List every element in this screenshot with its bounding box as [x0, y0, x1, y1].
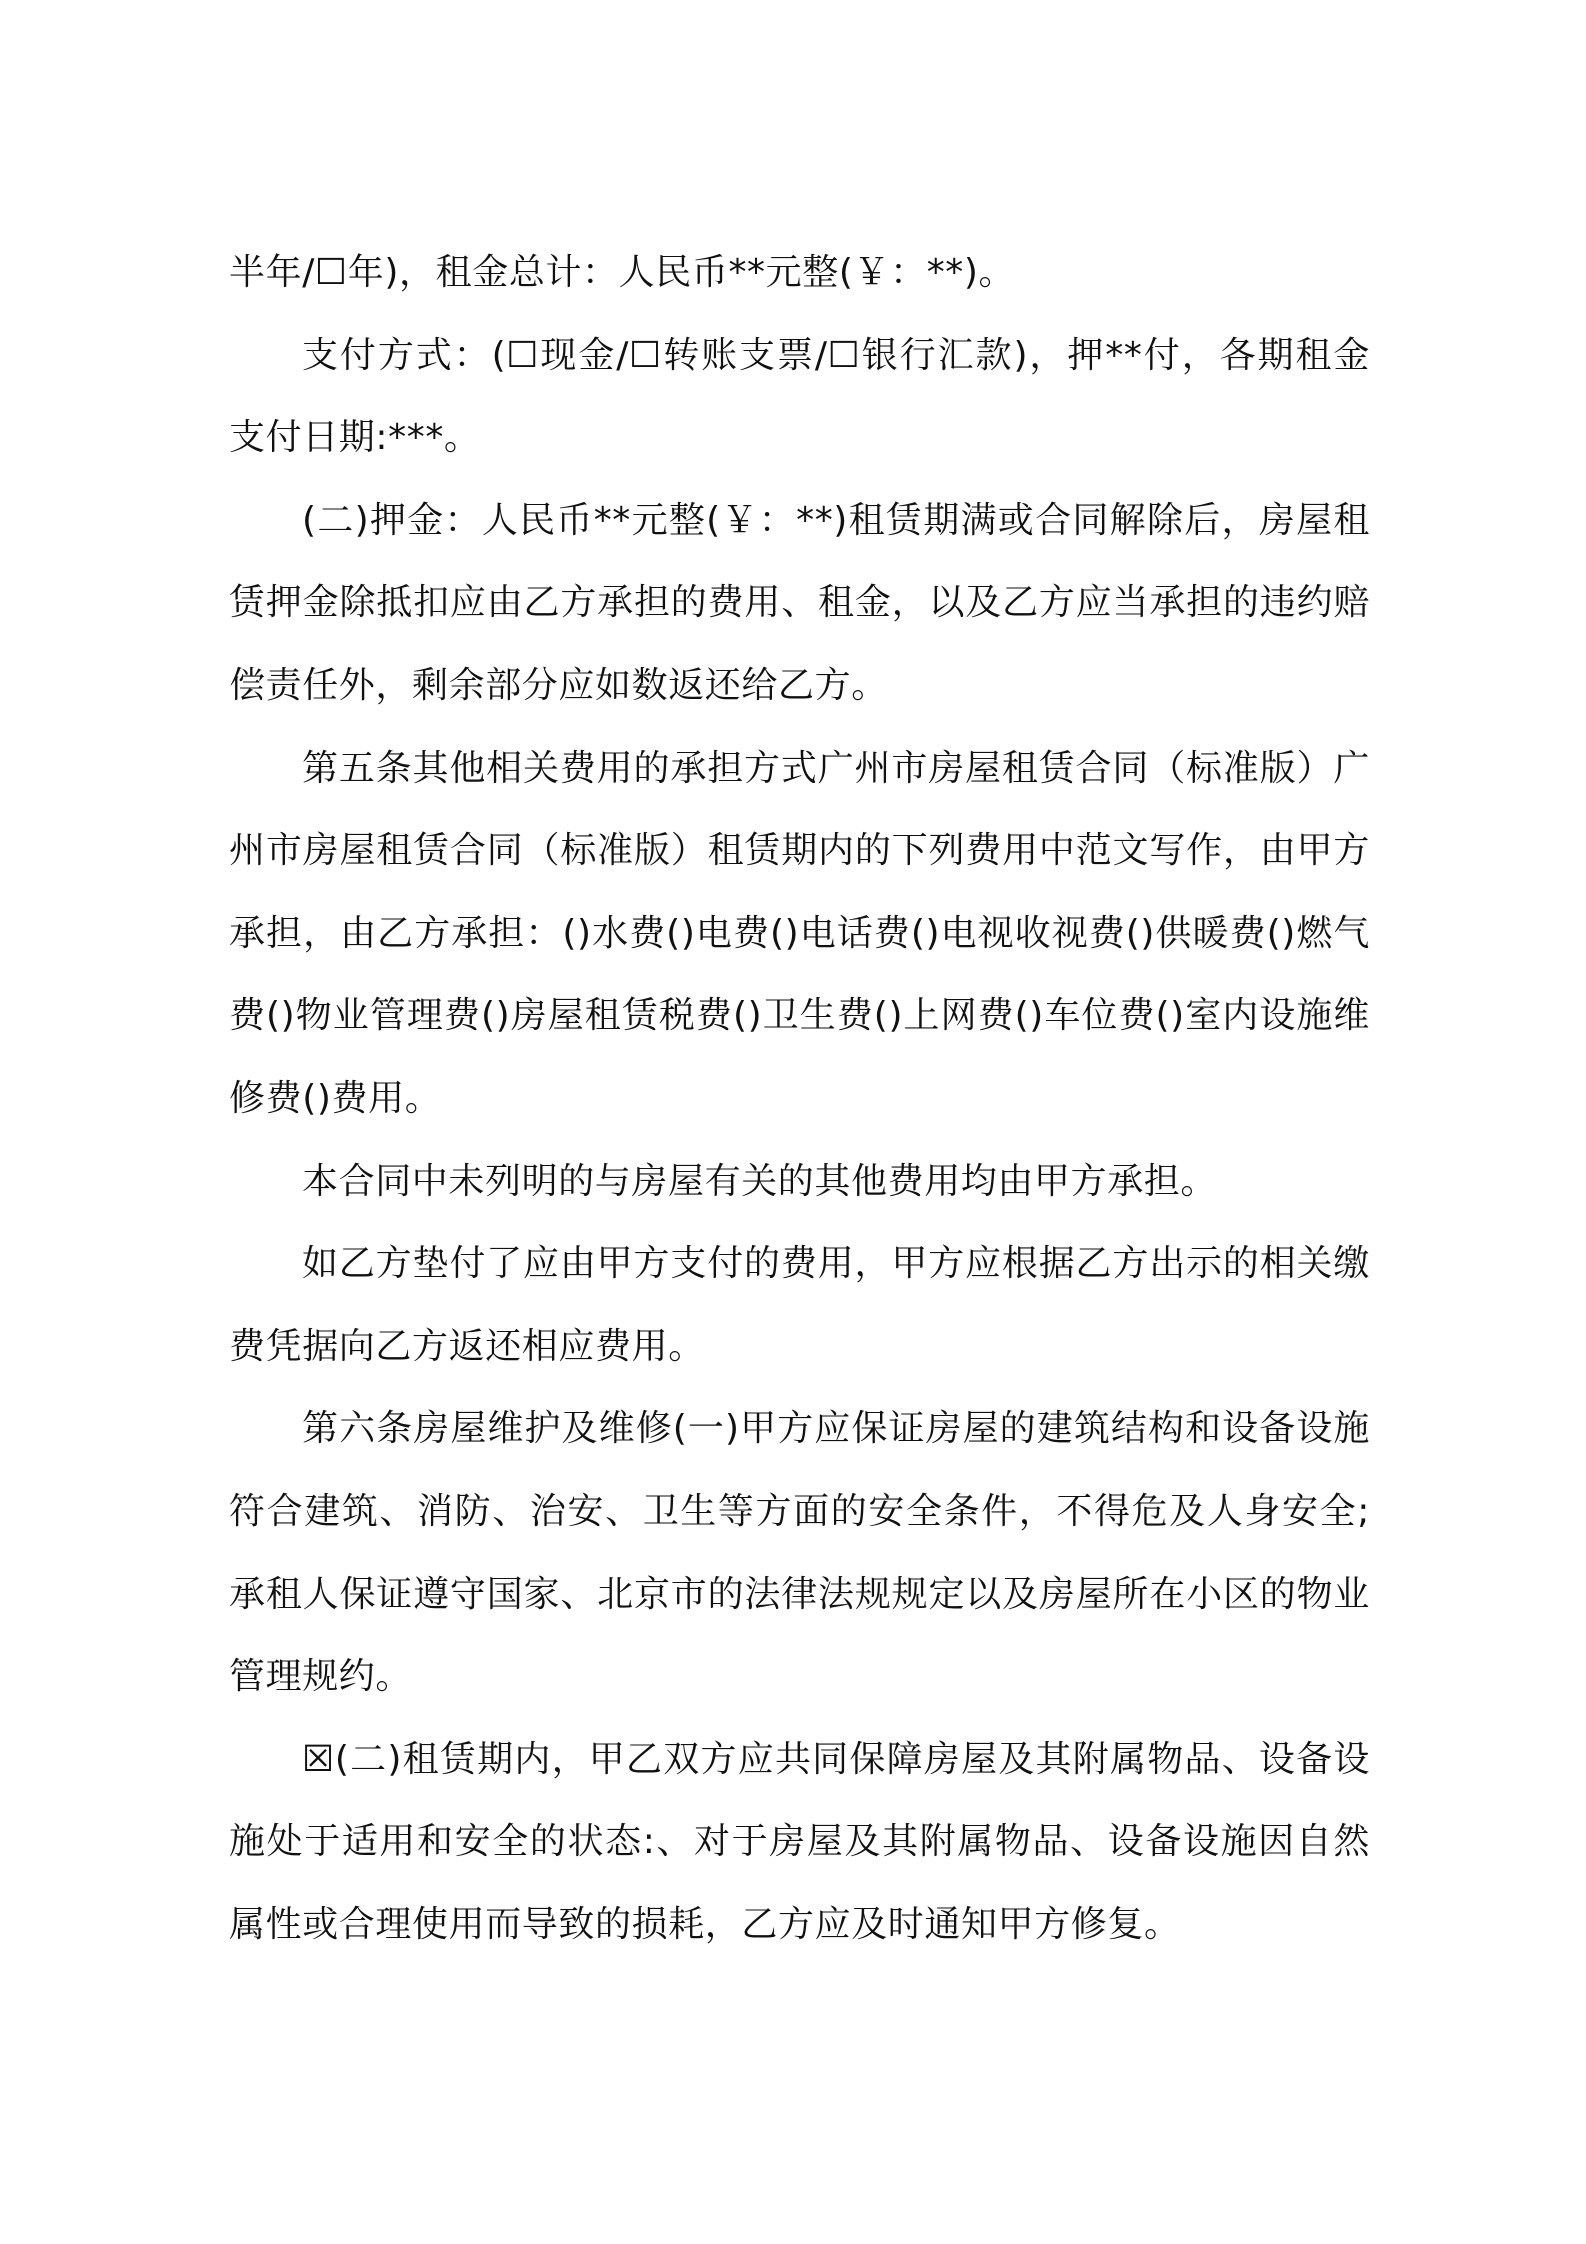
paragraph-payment-method: 支付方式：(☐现金/☐转账支票/☐银行汇款)，押**付，各期租金支付日期:***。 [229, 334, 1370, 459]
paragraph-article-six: 第六条房屋维护及维修(一)甲方应保证房屋的建筑结构和设备设施符合建筑、消防、治安、卫生等方面的安全条件，不得危及人身安全;承租人保证遵守国家、北京市的法律法规规定以及房屋所在小区的物业管理规约。 [229, 1408, 1370, 1698]
paragraph-article-five: 第五条其他相关费用的承担方式广州市房屋租赁合同（标准版）广州市房屋租赁合同（标准版）租赁期内的下列费用中范文写作，由甲方承担，由乙方承担：()水费()电费()电话费()电视收视费()供暖费()燃气费()物业管理费()房屋租赁税费()卫生费()上网费()车位费()室内设施维修费()费用。 [229, 747, 1370, 1119]
paragraph-advance-payment: 如乙方垫付了应由甲方支付的费用，甲方应根据乙方出示的相关缴费凭据向乙方返还相应费用。 [229, 1243, 1370, 1367]
paragraph-other-fees: 本合同中未列明的与房屋有关的其他费用均由甲方承担。 [302, 1160, 1218, 1202]
document-body [229, 232, 1370, 1966]
paragraph-deposit: (二)押金：人民币**元整(￥：**)租赁期满或合同解除后，房屋租赁押金除抵扣应由乙方承担的费用、租金，以及乙方应当承担的违约赔偿责任外，剩余部分应如数返还给乙方。 [229, 499, 1370, 706]
paragraph-maintenance: ☒(二)租赁期内，甲乙双方应共同保障房屋及其附属物品、设备设施处于适用和安全的状态:、对于房屋及其附属物品、设备设施因自然属性或合理使用而导致的损耗，乙方应及时通知甲方修复。 [229, 1738, 1370, 1945]
paragraph-rent-total: 半年/☐年)，租金总计：人民币**元整(￥：**)。 [229, 252, 1016, 293]
